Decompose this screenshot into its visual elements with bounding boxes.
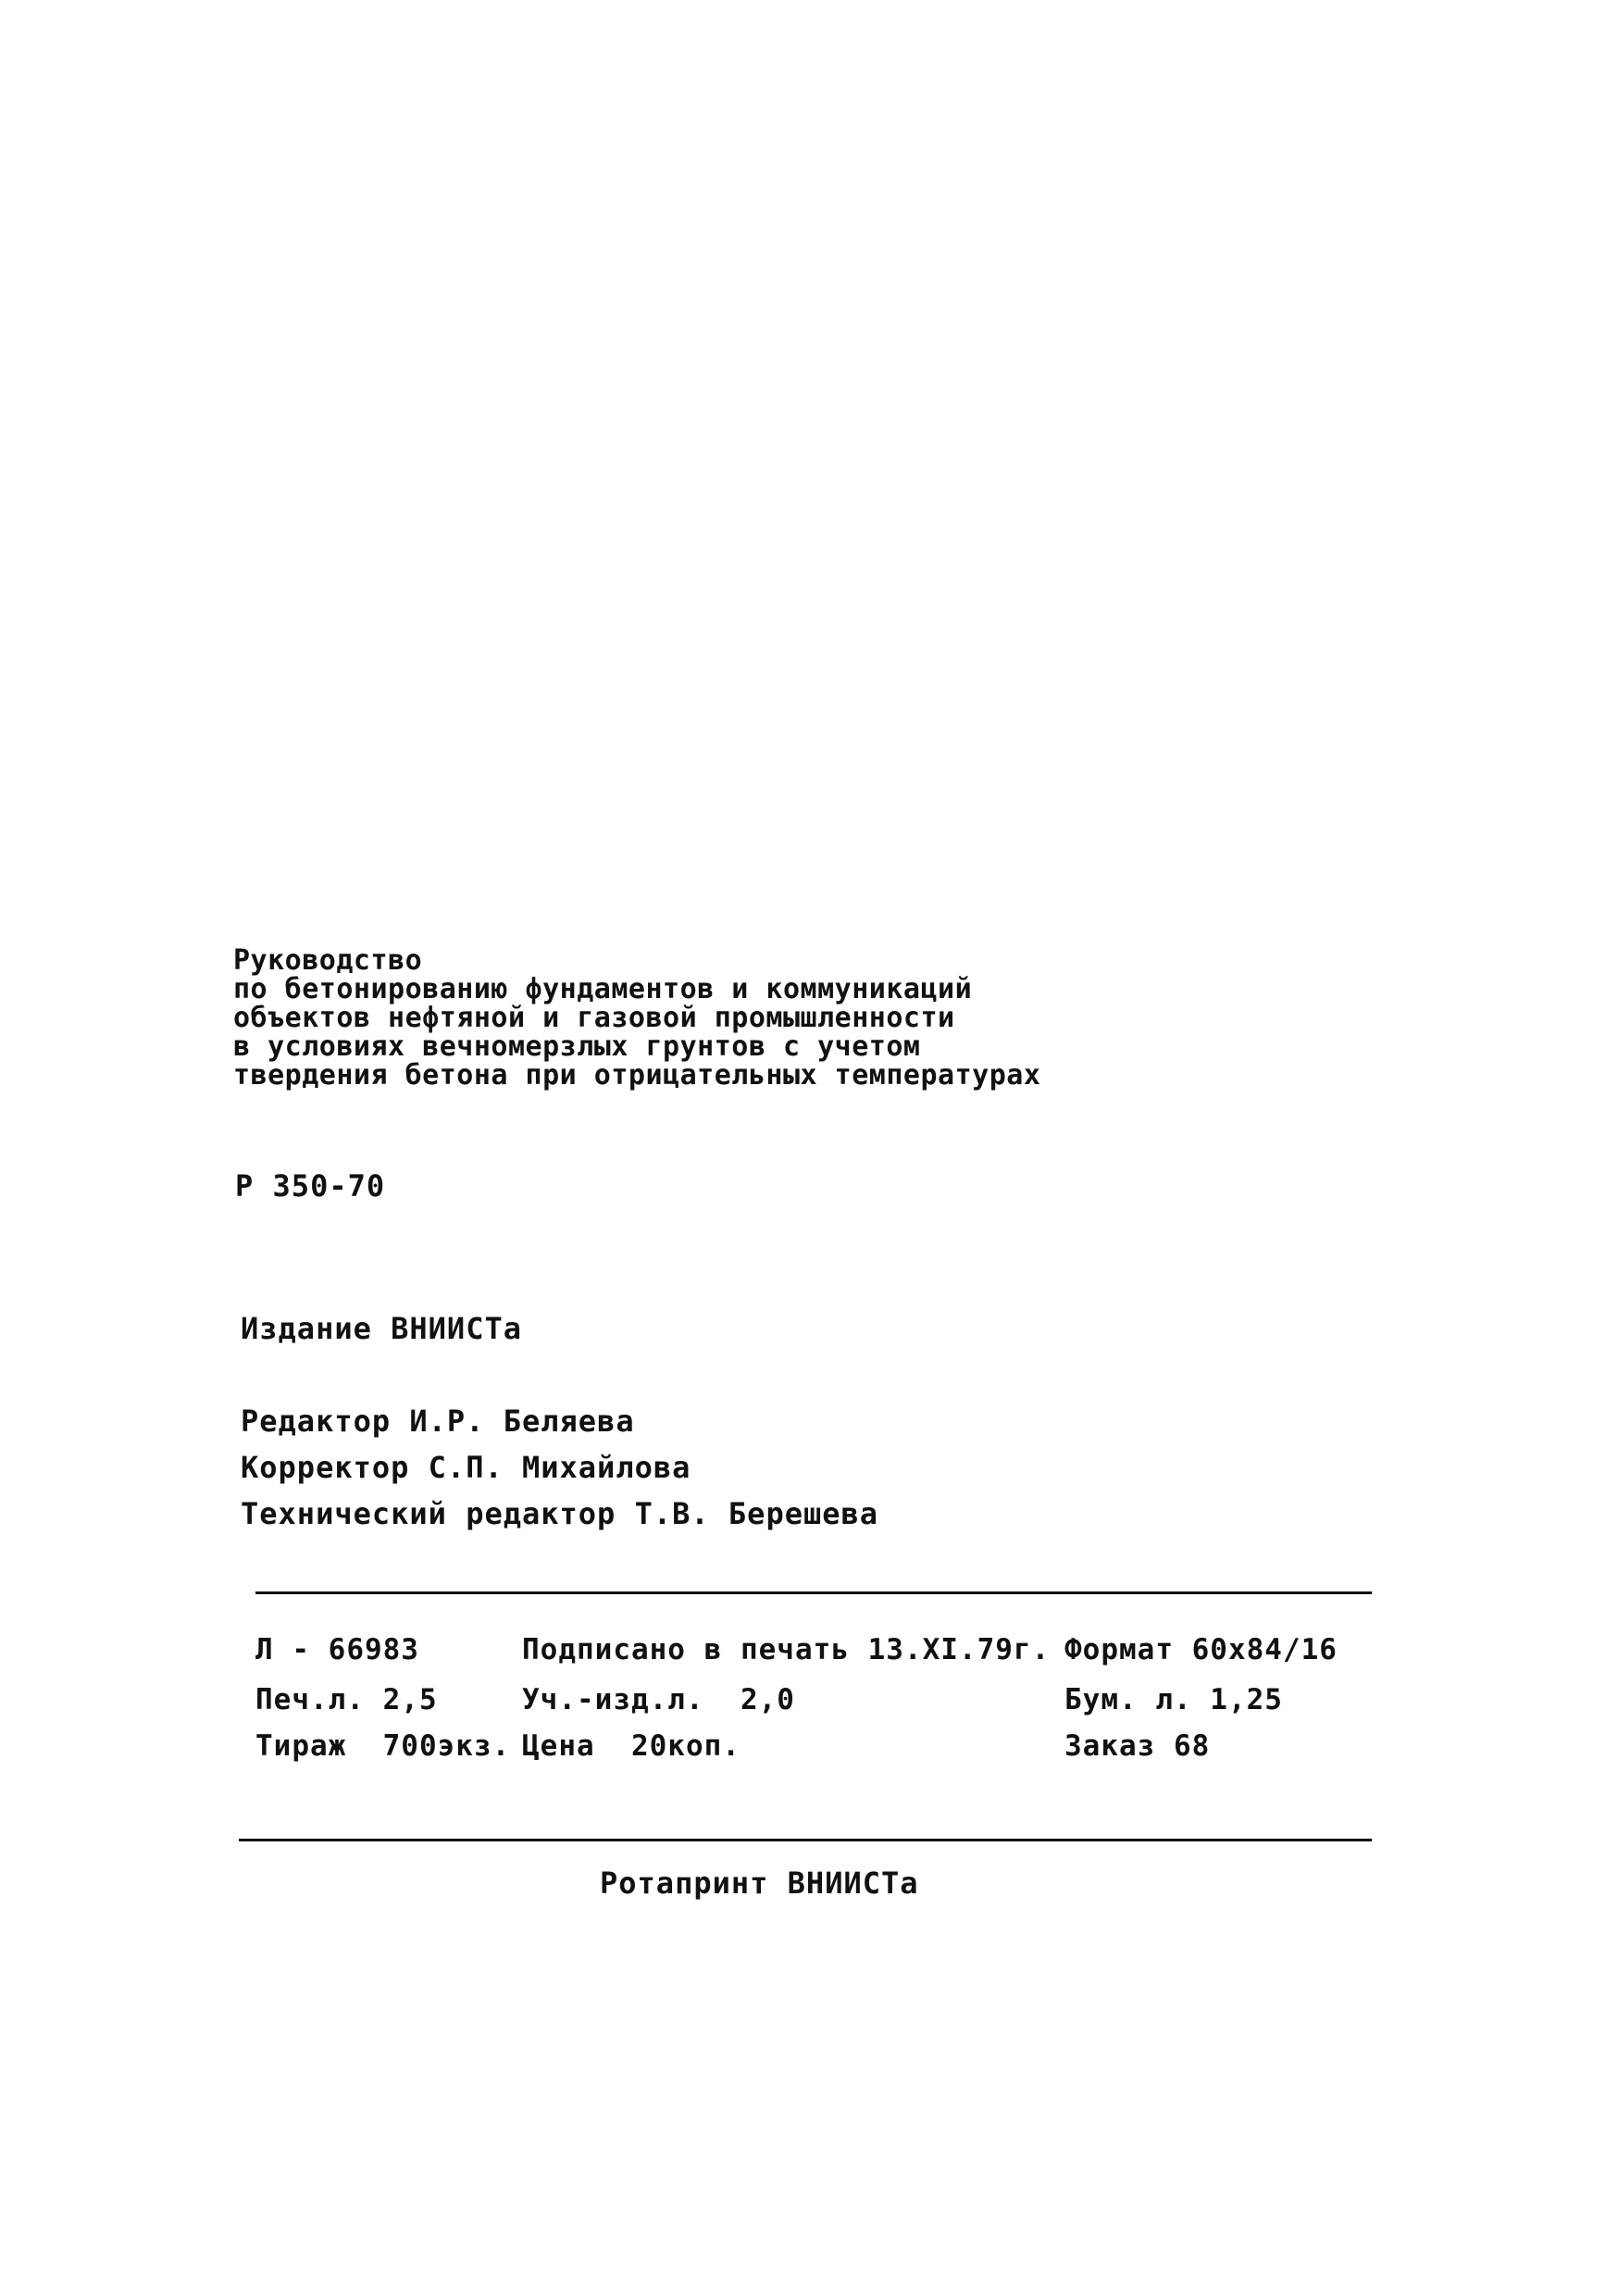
- publisher-sheets: Уч.-изд.л. 2,0: [522, 1683, 795, 1716]
- tech-editor-credit: Технический редактор Т.В. Берешева: [241, 1496, 879, 1531]
- title-line-5: твердения бетона при отрицательных температурах: [233, 1059, 1041, 1092]
- bottom-divider: [239, 1839, 1372, 1841]
- paper-format: Формат 60х84/16: [1064, 1633, 1338, 1666]
- title-line-2: по бетонированию фундаментов и коммуникаций: [233, 973, 973, 1005]
- printer-credit: Ротапринт ВНИИСТа: [600, 1866, 919, 1901]
- title-line-3: объектов нефтяной и газовой промышленности: [233, 1002, 955, 1034]
- paper-sheets: Бум. л. 1,25: [1064, 1683, 1283, 1716]
- staff-credits: [241, 1398, 878, 1537]
- signed-date: Подписано в печать 13.XI.79г.: [522, 1633, 1051, 1666]
- editor-credit: Редактор И.Р. Беляева: [241, 1404, 635, 1439]
- circulation: Тираж 700экз.: [255, 1729, 511, 1763]
- title-line-1: Руководство: [233, 944, 423, 977]
- edition-line: Издание ВНИИСТа: [241, 1311, 522, 1346]
- document-code: Р 350-70: [235, 1168, 386, 1204]
- order-number: Заказ 68: [1064, 1729, 1211, 1763]
- print-sheets: Печ.л. 2,5: [255, 1683, 438, 1716]
- corrector-credit: Корректор С.П. Михайлова: [241, 1450, 691, 1485]
- license-number: Л - 66983: [255, 1633, 419, 1666]
- price: Цена 20коп.: [522, 1729, 741, 1763]
- title-line-4: в условиях вечномерзлых грунтов с учетом: [233, 1030, 921, 1063]
- document-title: [233, 946, 1040, 1090]
- top-divider: [255, 1591, 1372, 1594]
